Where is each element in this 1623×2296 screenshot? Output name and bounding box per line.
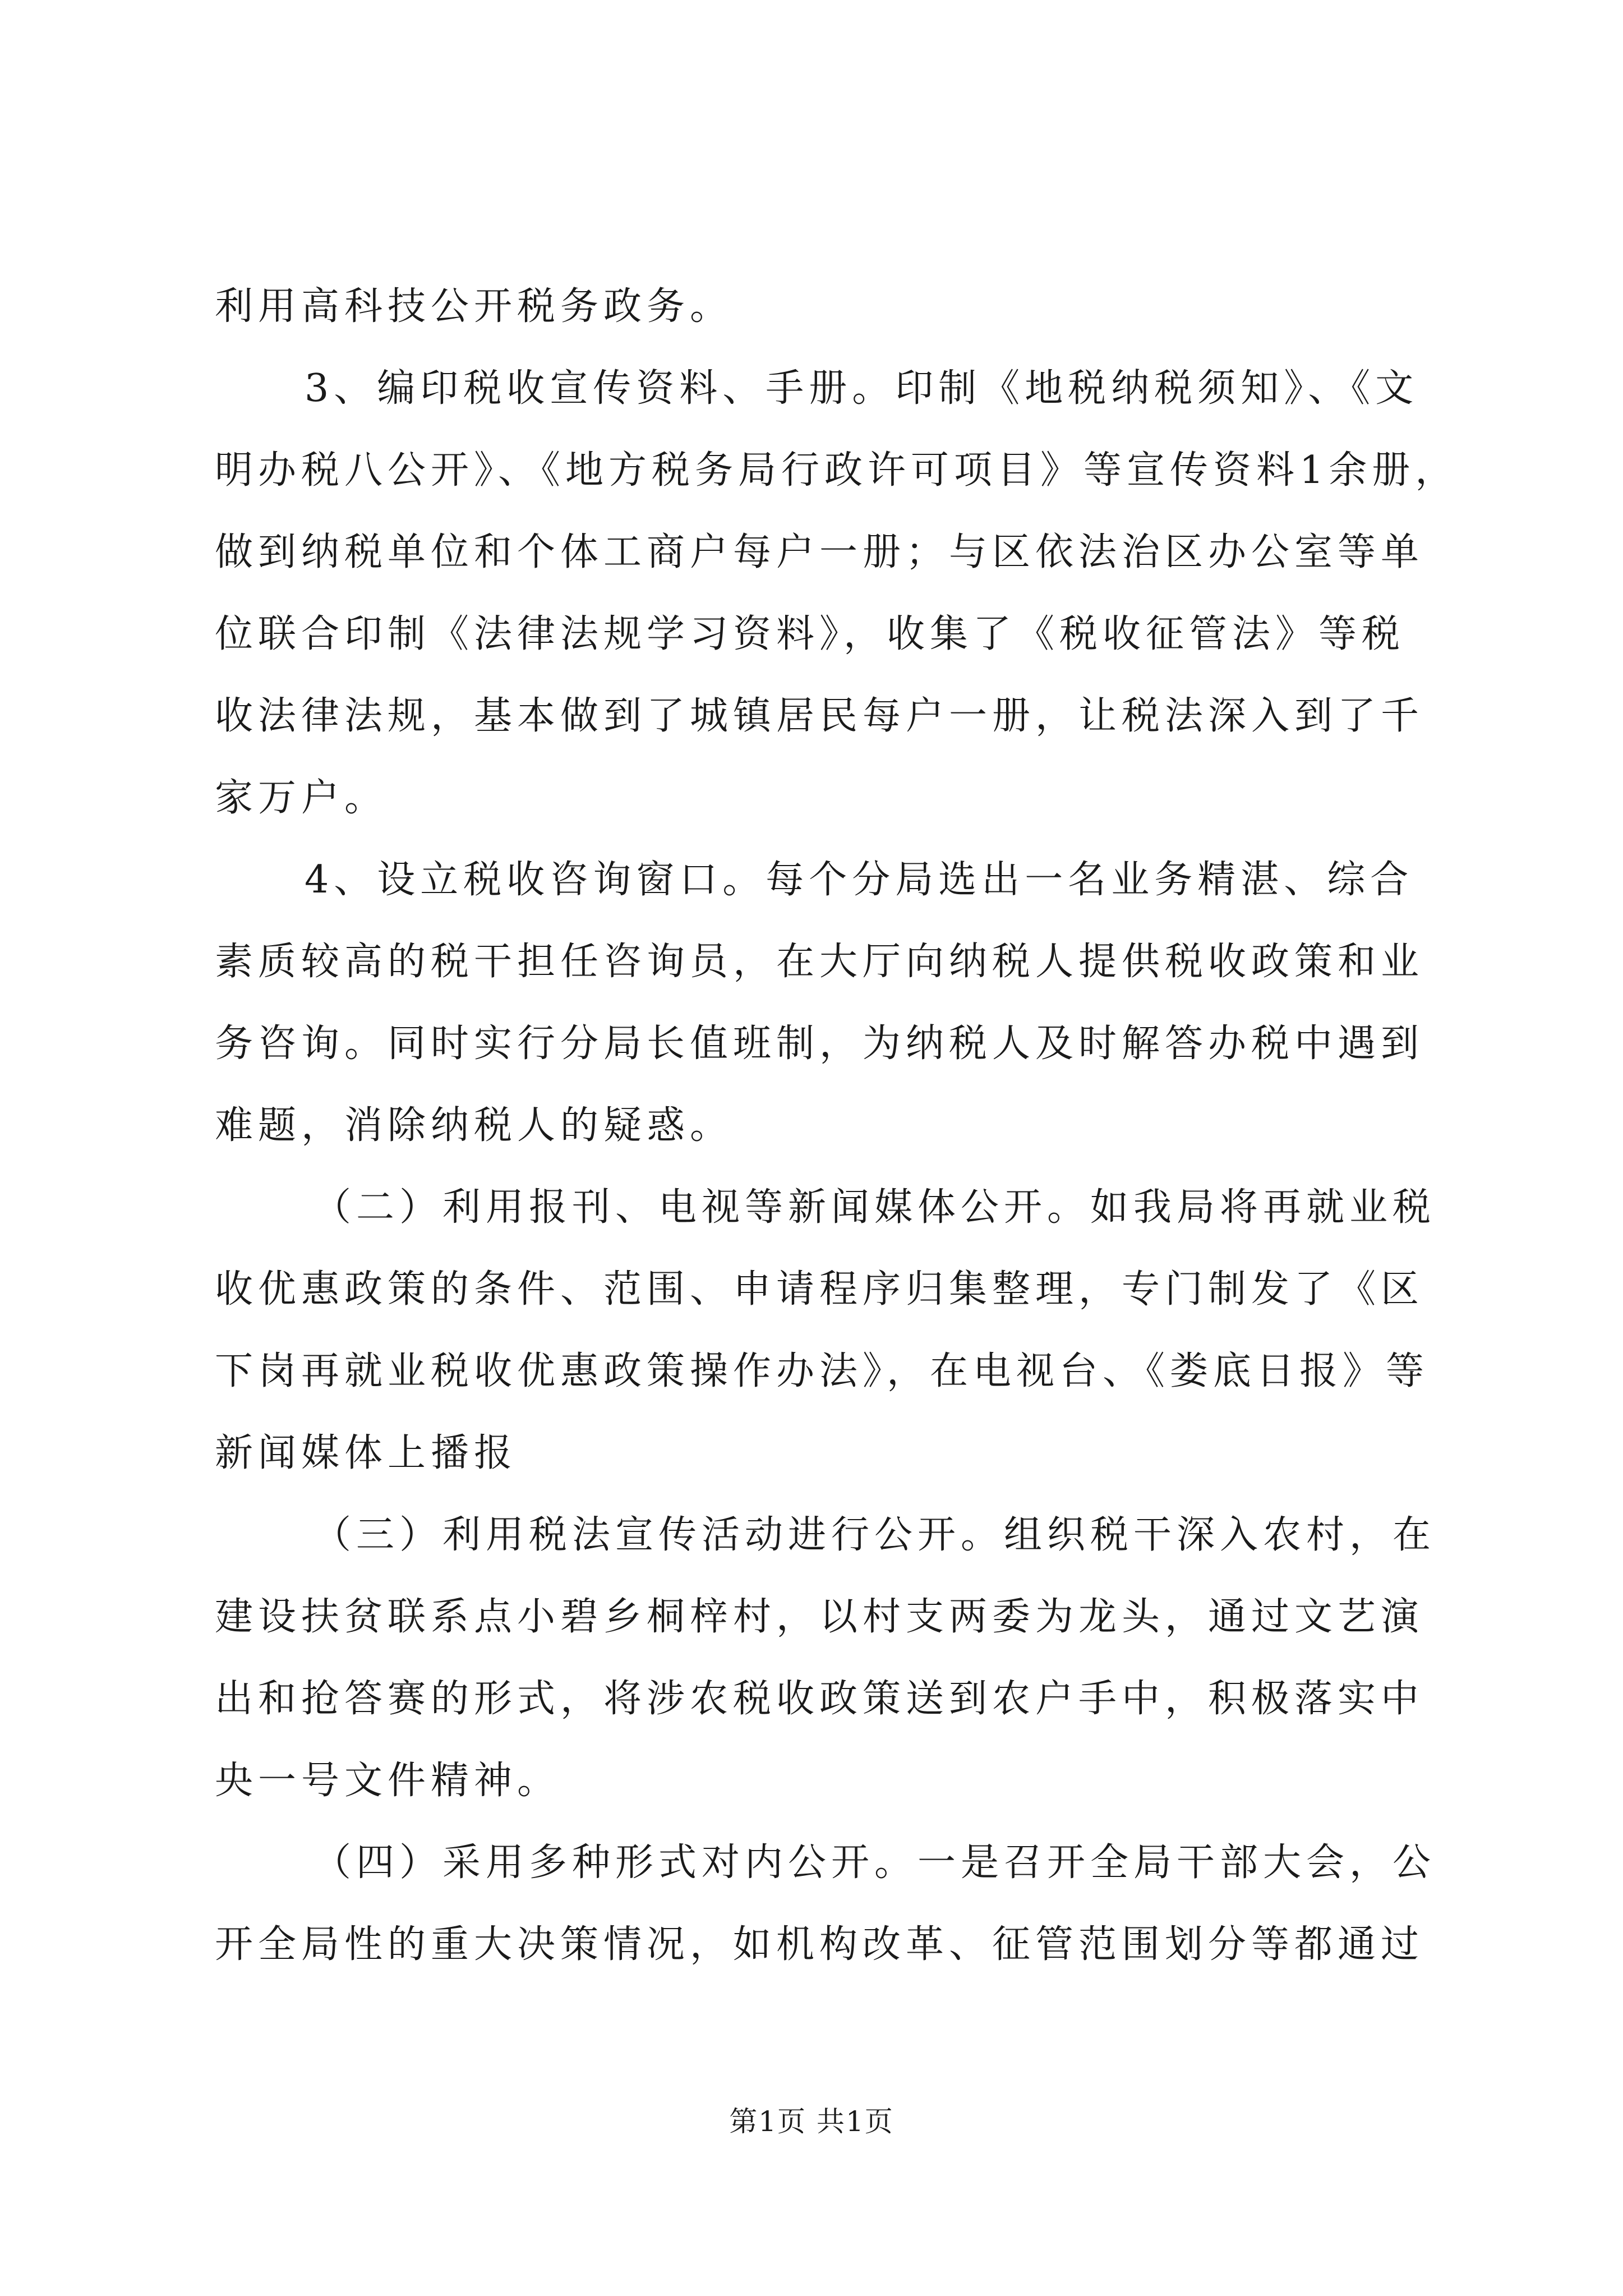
paragraph-line: 做到纳税单位和个体工商户每户一册；与区依法治区办公室等单 — [215, 530, 1424, 574]
paragraph-line: 央一号文件精神。 — [215, 1759, 561, 1803]
paragraph-line: 收优惠政策的条件、范围、申请程序归集整理，专门制发了《区 — [215, 1267, 1424, 1312]
paragraph-line: （二）利用报刊、电视等新闻媒体公开。如我局将再就业税 — [313, 1185, 1436, 1230]
paragraph-line: 收法律法规，基本做到了城镇居民每户一册，让税法深入到了千 — [215, 694, 1424, 738]
paragraph-line: 难题，消除纳税人的疑惑。 — [215, 1103, 734, 1148]
page-footer — [0, 2099, 1623, 2139]
paragraph-line: 出和抢答赛的形式，将涉农税收政策送到农户手中，积极落实中 — [215, 1677, 1424, 1721]
paragraph-line: 利用高科技公开税务政务。 — [215, 284, 734, 329]
paragraph-line: 下岗再就业税收优惠政策操作办法》，在电视台、《娄底日报》等 — [215, 1349, 1430, 1393]
paragraph-line: 素质较高的税干担任咨询员，在大厅向纳税人提供税收政策和业 — [215, 940, 1424, 984]
paragraph-line: 建设扶贫联系点小碧乡桐梓村，以村支两委为龙头，通过文艺演 — [215, 1595, 1424, 1639]
body-text — [215, 266, 1459, 1986]
paragraph-line: 家万户。 — [215, 776, 388, 820]
paragraph-line: （三）利用税法宣传活动进行公开。组织税干深入农村，在 — [313, 1513, 1436, 1557]
paragraph-line: （四）采用多种形式对内公开。一是召开全局干部大会，公 — [313, 1841, 1436, 1885]
paragraph-line: 4、设立税收咨询窗口。每个分局选出一名业务精湛、综合 — [305, 858, 1414, 902]
paragraph-line: 开全局性的重大决策情况，如机构改革、征管范围划分等都通过 — [215, 1922, 1424, 1967]
paragraph-line: 位联合印制《法律法规学习资料》，收集了《税收征管法》等税 — [215, 612, 1405, 656]
paragraph-line: 明办税八公开》、《地方税务局行政许可项目》等宣传资料1余册， — [215, 448, 1459, 493]
paragraph-line: 3、编印税收宣传资料、手册。印制《地税纳税须知》、《文 — [305, 366, 1419, 411]
paragraph-line: 新闻媒体上播报 — [215, 1431, 518, 1475]
page-number-label: 第1页 共1页 — [729, 2105, 894, 2138]
paragraph-line: 务咨询。同时实行分局长值班制，为纳税人及时解答办税中遇到 — [215, 1022, 1424, 1066]
